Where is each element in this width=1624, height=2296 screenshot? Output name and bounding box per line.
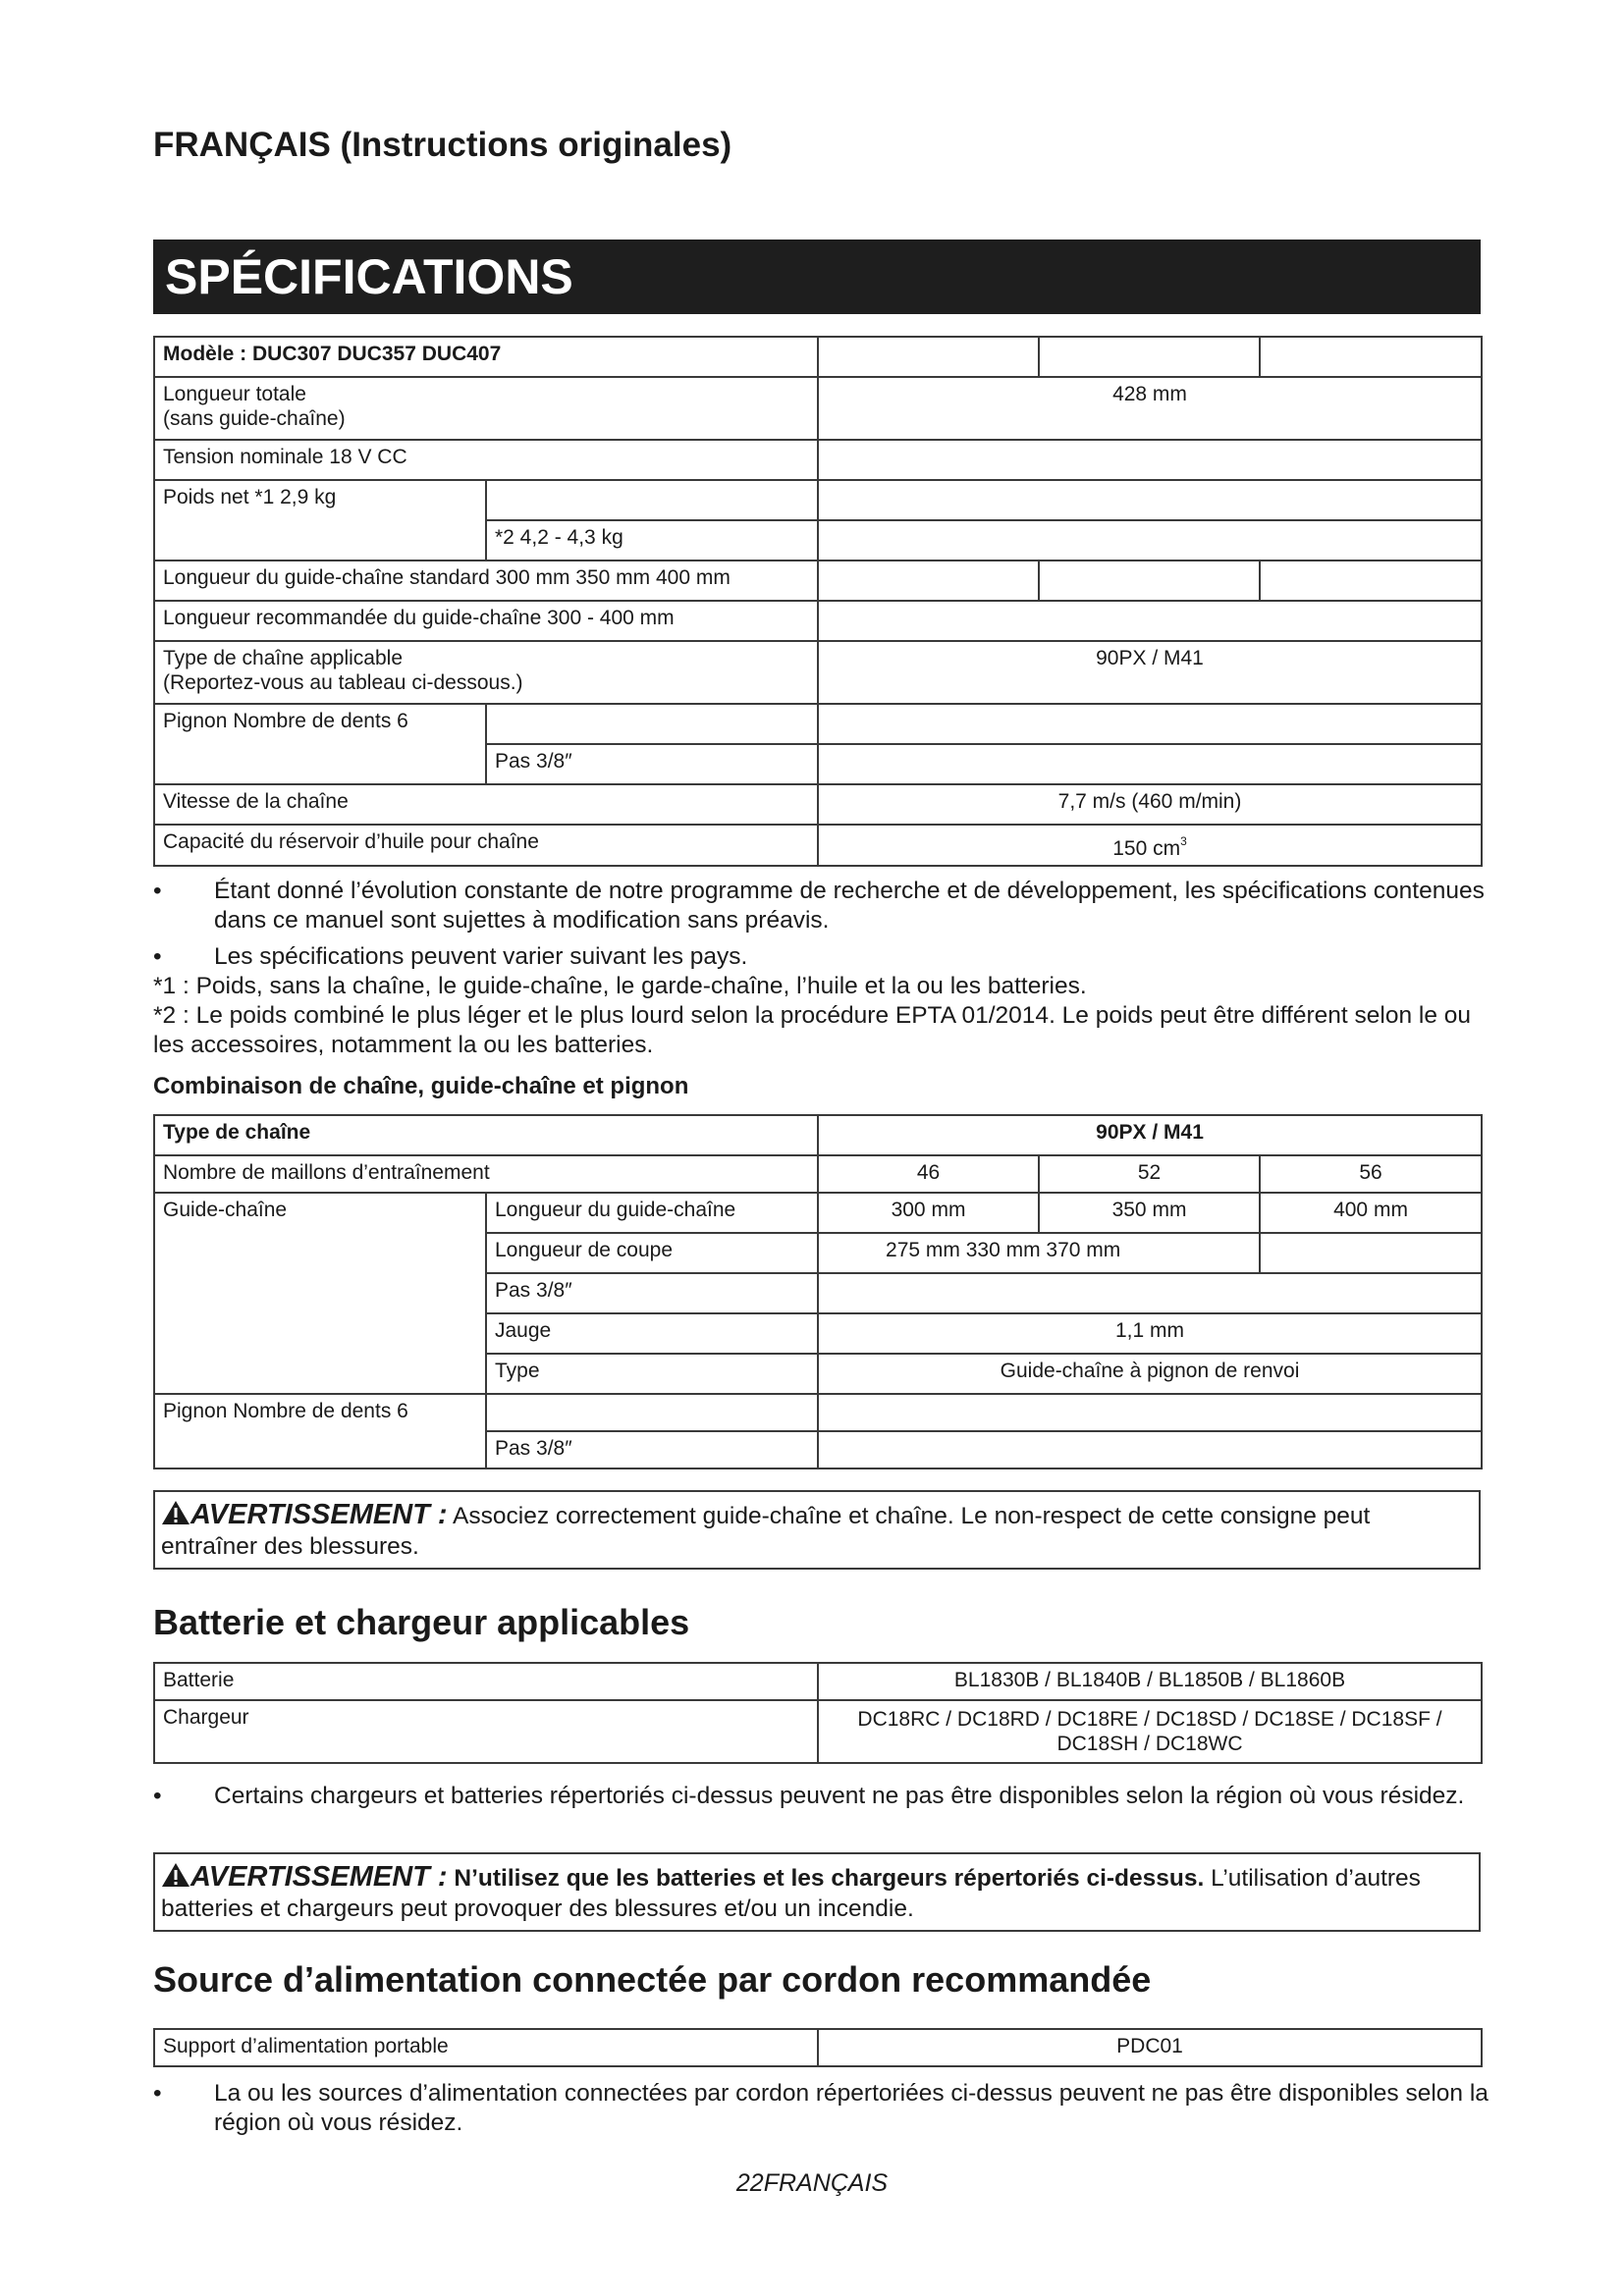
drive-links-value: 56 — [1260, 1155, 1482, 1193]
empty-cell — [486, 704, 818, 744]
oil-capacity-label: Capacité du réservoir d’huile pour chaîne — [154, 825, 818, 866]
empty-cell — [818, 520, 1482, 561]
bar-length-value: 400 mm — [1260, 1193, 1482, 1233]
empty-cell — [818, 744, 1482, 784]
corded-power-table — [153, 2028, 1483, 2067]
recommended-bar-length-label: Longueur recommandée du guide-chaîne 300 - 400 mm — [154, 601, 818, 641]
specifications-table — [153, 336, 1483, 867]
battery-table — [153, 1662, 1483, 1764]
empty-cell — [818, 440, 1482, 480]
bar-type-value: Guide-chaîne à pignon de renvoi — [818, 1354, 1482, 1394]
gauge-label: Jauge — [486, 1313, 818, 1354]
sprocket-teeth-label: Pignon Nombre de dents 6 — [154, 704, 486, 744]
model-cell: Modèle : DUC307 DUC357 DUC407 — [154, 337, 818, 377]
warning-triangle-icon — [161, 1500, 190, 1525]
empty-cell — [818, 480, 1482, 520]
warning-bold-text: N’utilisez que les batteries et les chargeurs répertoriés ci-dessus. — [447, 1865, 1205, 1892]
sprocket-teeth-label: Pignon Nombre de dents 6 — [154, 1394, 486, 1431]
bar-length-label: Longueur du guide-chaîne — [486, 1193, 818, 1233]
bar-length-value: 300 mm — [818, 1193, 1039, 1233]
empty-cell — [154, 1313, 486, 1354]
sprocket-pitch-label: Pas 3/8″ — [486, 1431, 818, 1468]
empty-cell — [1260, 337, 1482, 377]
warning-triangle-icon — [161, 1862, 190, 1888]
oil-capacity-value: 150 $cm^3$ — [818, 825, 1482, 866]
power-supply-label: Support d’alimentation portable — [154, 2029, 818, 2066]
note-weight-2: *2 : Le poids combiné le plus léger et le plus lourd selon la procédure EPTA 01/2014. Le poids peut être différent selon le ou les accessoires, notamment la ou les batteries. — [153, 1002, 1472, 1058]
combined-weight-label: *2 4,2 - 4,3 kg — [486, 520, 818, 561]
warning-box-chain — [153, 1490, 1481, 1570]
chain-type-label: Type de chaîne applicable (Reportez-vous au tableau ci-dessous.) — [154, 641, 818, 704]
chain-speed-value: 7,7 m/s (460 m/min) — [818, 784, 1482, 825]
empty-cell — [154, 1354, 486, 1394]
charger-value: DC18RC / DC18RD / DC18RE / DC18SD / DC18SE / DC18SF / DC18SH / DC18WC — [818, 1700, 1482, 1763]
warning-title: AVERTISSEMENT : — [190, 1861, 448, 1893]
empty-cell — [154, 1431, 486, 1468]
bar-type-label: Type — [486, 1354, 818, 1394]
guide-bar-label: Guide-chaîne — [154, 1193, 486, 1233]
standard-bar-length-label: Longueur du guide-chaîne standard 300 mm 350 mm 400 mm — [154, 561, 818, 601]
chain-type-header-value: 90PX / M41 — [818, 1115, 1482, 1155]
battery-label: Batterie — [154, 1663, 818, 1700]
empty-cell — [154, 520, 486, 561]
note-country: • Les spécifications peuvent varier suivant les pays. — [153, 943, 748, 970]
cutting-length-value: 275 mm 330 mm 370 mm — [818, 1233, 1260, 1273]
empty-cell — [1260, 561, 1482, 601]
note-development: • Étant donné l’évolution constante de notre programme de recherche et de développement, les spécifications contenues dans ce manuel sont sujettes à modification sans préavis. — [153, 878, 1485, 934]
empty-cell — [818, 337, 1039, 377]
combination-title: Combinaison de chaîne, guide-chaîne et pignon — [153, 1073, 689, 1099]
drive-links-value: 46 — [818, 1155, 1039, 1193]
chain-type-value: 90PX / M41 — [818, 641, 1482, 704]
charger-label: Chargeur — [154, 1700, 818, 1763]
empty-cell — [154, 744, 486, 784]
combination-table — [153, 1114, 1483, 1469]
page-header: FRANÇAIS (Instructions originales) — [153, 126, 732, 164]
chain-speed-label: Vitesse de la chaîne — [154, 784, 818, 825]
empty-cell — [154, 1233, 486, 1273]
empty-cell — [154, 1273, 486, 1313]
empty-cell — [486, 1394, 818, 1431]
warning-box-battery — [153, 1852, 1481, 1932]
empty-cell — [818, 561, 1039, 601]
note-weight-1: *1 : Poids, sans la chaîne, le guide-chaîne, le garde-chaîne, l’huile et la ou les batteries. — [153, 973, 1087, 999]
overall-length-value: 428 mm — [818, 377, 1482, 440]
chain-type-header: Type de chaîne — [154, 1115, 818, 1155]
sprocket-pitch-label: Pas 3/8″ — [486, 744, 818, 784]
gauge-value: 1,1 mm — [818, 1313, 1482, 1354]
cutting-length-label: Longueur de coupe — [486, 1233, 818, 1273]
empty-cell — [818, 1273, 1482, 1313]
empty-cell — [818, 1431, 1482, 1468]
corded-power-heading: Source d’alimentation connectée par cordon recommandée — [153, 1959, 1152, 2000]
warning-text: L’utilisation d’autres batteries et chargeurs peut provoquer des blessures et/ou un incendie. — [161, 1865, 1421, 1922]
empty-cell — [1260, 1233, 1482, 1273]
battery-value: BL1830B / BL1840B / BL1850B / BL1860B — [818, 1663, 1482, 1700]
warning-text: Associez correctement guide-chaîne et chaîne. Le non-respect de cette consigne peut entraîner des blessures. — [161, 1503, 1371, 1560]
empty-cell — [818, 601, 1482, 641]
battery-heading: Batterie et chargeur applicables — [153, 1602, 690, 1642]
specifications-banner: SPÉCIFICATIONS — [153, 240, 1481, 314]
empty-cell — [1039, 561, 1260, 601]
warning-title: AVERTISSEMENT : — [190, 1499, 448, 1530]
voltage-label: Tension nominale 18 V CC — [154, 440, 818, 480]
note-corded-availability: • La ou les sources d’alimentation connectées par cordon répertoriées ci-dessus peuvent ne pas être disponibles selon la région où vous résidez. — [153, 2080, 1489, 2136]
drive-links-label: Nombre de maillons d’entraînement — [154, 1155, 818, 1193]
drive-links-value: 52 — [1039, 1155, 1260, 1193]
net-weight-label: Poids net *1 2,9 kg — [154, 480, 486, 520]
empty-cell — [818, 704, 1482, 744]
bar-pitch-label: Pas 3/8″ — [486, 1273, 818, 1313]
note-battery-availability: • Certains chargeurs et batteries répertoriés ci-dessus peuvent ne pas être disponibles selon la région où vous résidez. — [153, 1783, 1465, 1809]
power-supply-value: PDC01 — [818, 2029, 1482, 2066]
page-footer: 22FRANÇAIS — [735, 2169, 889, 2197]
empty-cell — [1039, 337, 1260, 377]
empty-cell — [486, 480, 818, 520]
bar-length-value: 350 mm — [1039, 1193, 1260, 1233]
overall-length-label: Longueur totale (sans guide-chaîne) — [154, 377, 818, 440]
empty-cell — [818, 1394, 1482, 1431]
